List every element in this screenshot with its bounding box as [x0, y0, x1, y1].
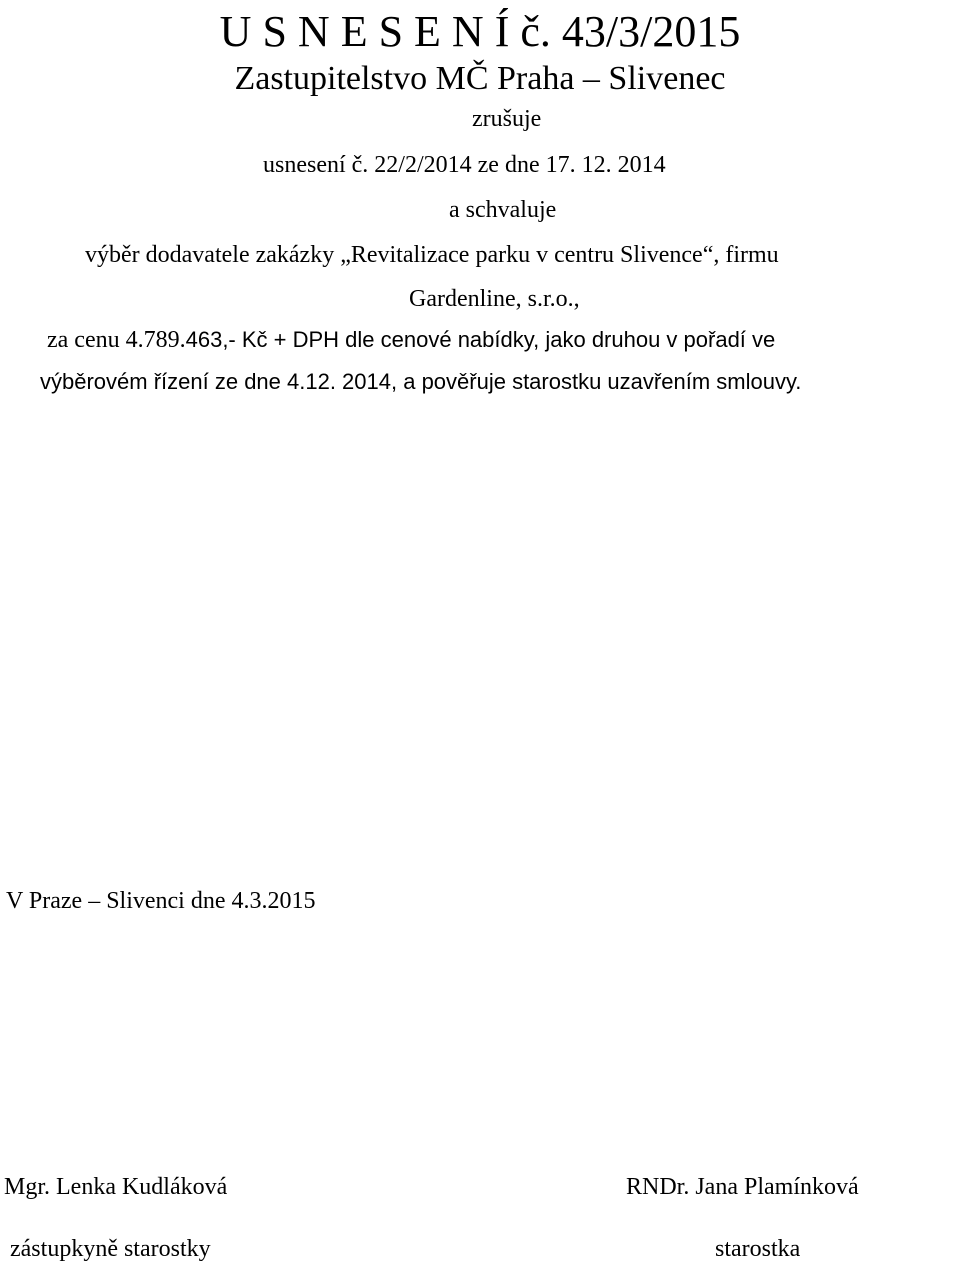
place-and-date: V Praze – Slivenci dne 4.3.2015 — [6, 888, 316, 914]
final-line: výběrovém řízení ze dne 4.12. 2014, a pověřuje starostku uzavřením smlouvy. — [40, 369, 802, 394]
selection-line-2: Gardenline, s.r.o., — [409, 286, 580, 312]
verb-approve: a schvaluje — [449, 197, 557, 223]
resolution-title: U S N E S E N Í č. 43/3/2015 — [219, 7, 741, 56]
signatory-1-name: Mgr. Lenka Kudláková — [4, 1174, 228, 1200]
council-name: Zastupitelstvo MČ Praha – Slivenec — [234, 60, 726, 97]
cancelled-resolution: usnesení č. 22/2/2014 ze dne 17. 12. 2014 — [263, 152, 666, 178]
verb-cancel: zrušuje — [472, 106, 542, 132]
signatory-1-role: zástupkyně starostky — [10, 1236, 211, 1262]
signatory-2-role: starostka — [715, 1236, 801, 1262]
price-line-start: za cenu 4.789. — [47, 327, 186, 353]
price-line — [47, 328, 775, 352]
price-line-rest: 463,- Kč + DPH dle cenové nabídky, jako druhou v pořadí ve — [185, 327, 776, 352]
signatory-2-name: RNDr. Jana Plamínková — [626, 1174, 859, 1200]
selection-line-1: výběr dodavatele zakázky „Revitalizace parku v centru Slivence“, firmu — [85, 242, 779, 268]
